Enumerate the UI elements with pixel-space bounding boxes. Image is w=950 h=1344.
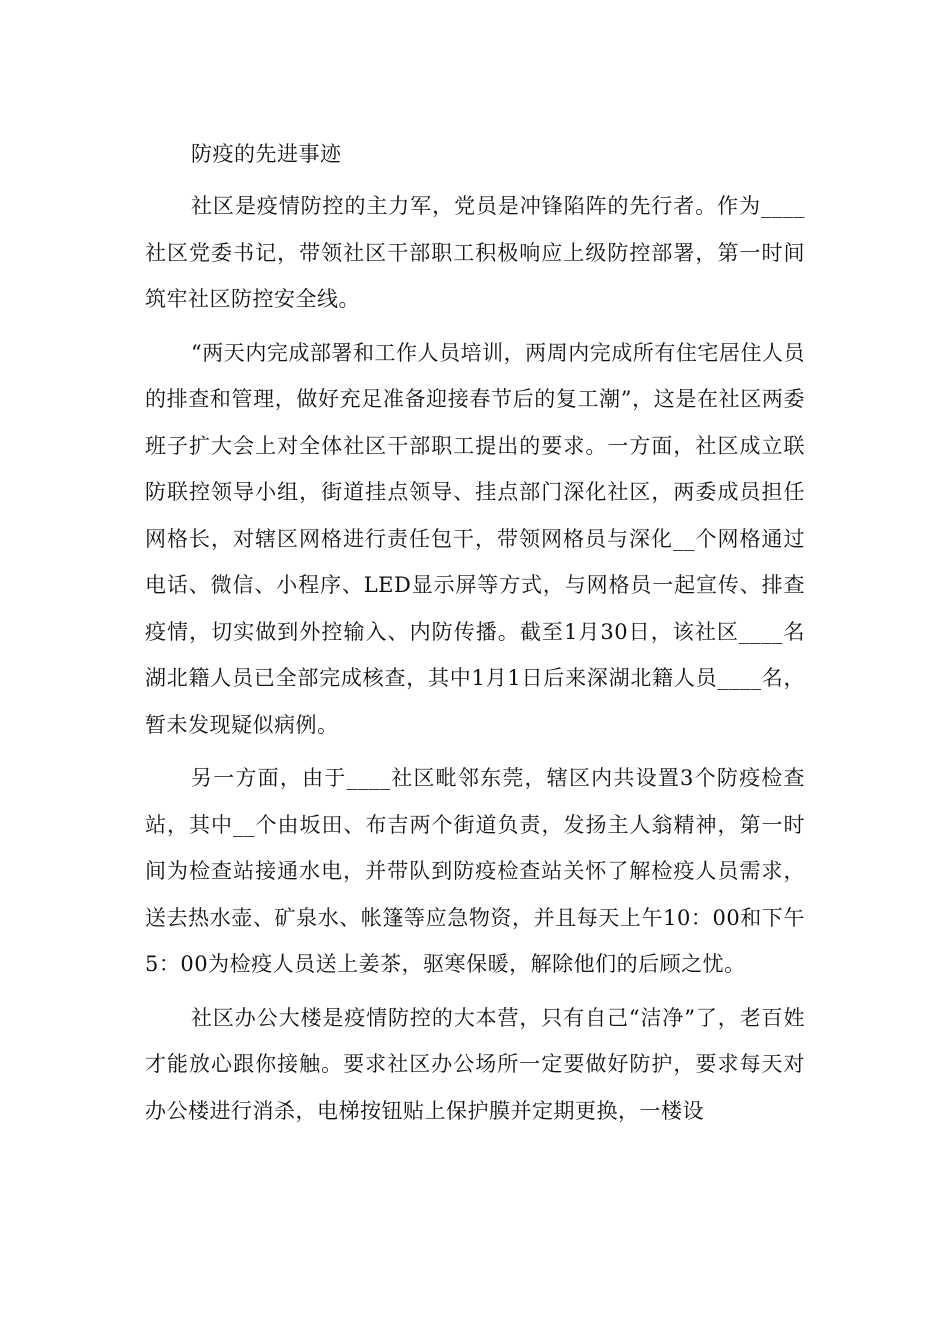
document-body	[145, 132, 805, 1134]
document-title: 防疫的先进事迹	[191, 142, 342, 166]
paragraph-4: 社区办公大楼是疫情防控的大本营，只有自己“洁净”了，老百姓才能放心跟你接触。要求社区办公场所一定要做好防护，要求每天对办公楼进行消杀，电梯按钮贴上保护膜并定期更换，一楼设	[145, 1005, 805, 1123]
paragraph-2: “两天内完成部署和工作人员培训，两周内完成所有住宅居住人员的排查和管理，做好充足准备迎接春节后的复工潮”，这是在社区两委班子扩大会上对全体社区干部职工提出的要求。一方面，社区成立联防联控领导小组，街道挂点领导、挂点部门深化社区，两委成员担任网格长，对辖区网格进行责任包干，带领网格员与深化__个网格通过电话、微信、小程序、LED显示屏等方式，与网格员一起宣传、排查疫情，切实做到外控输入、内防传播。截至1月30日，该社区____名湖北籍人员已全部完成核查，其中1月1日后来深湖北籍人员____名，暂未发现疑似病例。	[145, 340, 805, 737]
paragraph-3: 另一方面，由于____社区毗邻东莞，辖区内共设置3个防疫检查站，其中__个由坂田、布吉两个街道负责，发扬主人翁精神，第一时间为检查站接通水电，并带队到防疫检查站关怀了解检疫人员需求，送去热水壶、矿泉水、帐篷等应急物资，并且每天上午10：00和下午5：00为检疫人员送上姜茶，驱寒保暖，解除他们的后顾之忧。	[145, 766, 805, 976]
paragraph-1: 社区是疫情防控的主力军，党员是冲锋陷阵的先行者。作为____社区党委书记，带领社区干部职工积极响应上级防控部署，第一时间筑牢社区防控安全线。	[145, 194, 805, 311]
